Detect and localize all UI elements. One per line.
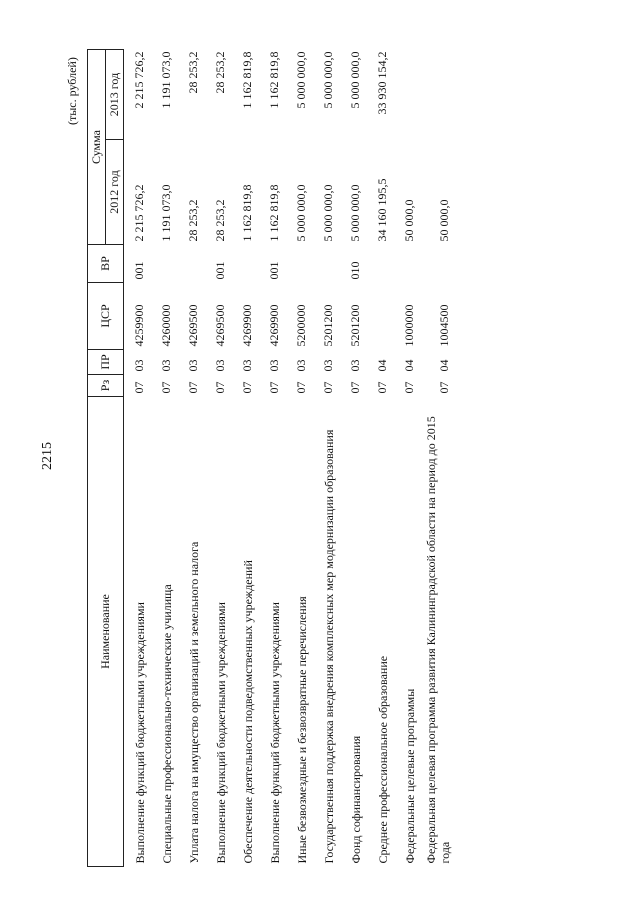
row-pr: 03 [294, 359, 308, 372]
row-name: Фонд софинансирования [349, 735, 363, 864]
row-rz: 07 [294, 381, 308, 394]
row-2013: 5 000 000,0 [321, 51, 335, 109]
row-2012: 1 162 819,8 [267, 184, 281, 242]
row-2013: 28 253,2 [213, 51, 227, 94]
row-2012: 50 000,0 [437, 199, 451, 242]
table-row [313, 49, 340, 866]
row-vr: 001 [213, 261, 227, 280]
row-rz: 07 [348, 381, 362, 394]
row-rz: 07 [186, 381, 200, 394]
row-csr: 4269500 [213, 304, 227, 347]
table-body [124, 49, 457, 866]
row-2012: 1 191 073,0 [159, 184, 173, 242]
row-pr: 04 [402, 359, 416, 372]
row-vr [286, 245, 313, 283]
row-csr: 4259900 [132, 304, 146, 347]
row-2013: 28 253,2 [186, 51, 200, 94]
row-pr: 04 [437, 359, 451, 372]
row-rz: 07 [267, 381, 281, 394]
header-sum: Сумма [88, 49, 106, 244]
row-2013: 2 215 726,2 [132, 51, 146, 109]
row-pr: 04 [375, 359, 389, 372]
row-vr [178, 245, 205, 283]
row-2012: 5 000 000,0 [294, 184, 308, 242]
header-vr: ВР [88, 245, 124, 283]
units-label: (тыс. рублей) [65, 57, 79, 125]
row-2012: 28 253,2 [213, 199, 227, 242]
row-rz: 07 [402, 381, 416, 394]
row-2012: 5 000 000,0 [348, 184, 362, 242]
header-2013: 2013 год [106, 49, 124, 139]
table-row [340, 49, 367, 866]
budget-table [87, 49, 456, 867]
row-name: Уплата налога на имущество организаций и земельного налога [187, 541, 201, 864]
row-vr [394, 245, 421, 283]
row-name: Федеральная целевая программа развития Калининградской области на период до 2015 года [424, 416, 452, 864]
row-csr: 5200000 [294, 304, 308, 347]
row-2013: 33 930 154,2 [375, 51, 389, 115]
row-2012: 50 000,0 [402, 199, 416, 242]
row-rz: 07 [159, 381, 173, 394]
row-2012: 28 253,2 [186, 199, 200, 242]
row-vr [421, 245, 456, 283]
row-pr: 03 [213, 359, 227, 372]
table-row [394, 49, 421, 866]
row-rz: 07 [240, 381, 254, 394]
row-2013: 5 000 000,0 [348, 51, 362, 109]
row-name: Федеральные целевые программы [403, 688, 417, 864]
row-name: Выполнение функций бюджетными учреждениями [268, 602, 282, 864]
row-pr: 03 [348, 359, 362, 372]
row-2013: 5 000 000,0 [294, 51, 308, 109]
row-csr: 5201200 [321, 304, 335, 347]
table-row [286, 49, 313, 866]
row-2013 [421, 49, 456, 139]
row-2013: 1 162 819,8 [267, 51, 281, 109]
row-name: Среднее профессиональное образование [376, 655, 390, 864]
header-pr: ПР [88, 350, 124, 375]
table-row [421, 49, 456, 866]
row-vr [313, 245, 340, 283]
table-row [367, 49, 394, 866]
table-row [259, 49, 286, 866]
row-vr: 010 [348, 261, 362, 280]
row-pr: 03 [159, 359, 173, 372]
table-row [205, 49, 232, 866]
row-2012: 1 162 819,8 [240, 184, 254, 242]
table-row [232, 49, 259, 866]
row-csr: 1004500 [437, 304, 451, 347]
page-number: 2215 [40, 442, 55, 470]
table-row [178, 49, 205, 866]
row-2012: 34 160 195,5 [375, 178, 389, 242]
header-2012: 2012 год [106, 140, 124, 245]
row-vr [367, 245, 394, 283]
row-2013: 1 191 073,0 [159, 51, 173, 109]
row-name: Специальные профессионально-технические училища [160, 584, 174, 864]
row-name: Выполнение функций бюджетными учреждениями [133, 602, 147, 864]
row-rz: 07 [321, 381, 335, 394]
row-2012: 2 215 726,2 [132, 184, 146, 242]
row-2012: 5 000 000,0 [321, 184, 335, 242]
row-2013 [394, 49, 421, 139]
row-pr: 03 [186, 359, 200, 372]
row-csr: 1000000 [402, 304, 416, 347]
row-rz: 07 [437, 381, 451, 394]
row-pr: 03 [132, 359, 146, 372]
row-vr [151, 245, 178, 283]
row-name: Выполнение функций бюджетными учреждениями [214, 602, 228, 864]
row-csr: 5201200 [348, 304, 362, 347]
header-rz: Рз [88, 375, 124, 397]
row-csr: 4269900 [240, 304, 254, 347]
row-name: Обеспечение деятельности подведомственных учреждений [241, 560, 255, 864]
row-csr [367, 283, 394, 350]
row-pr: 03 [321, 359, 335, 372]
header-name: Наименование [88, 397, 124, 867]
row-vr [232, 245, 259, 283]
row-name: Иные безвозмездные и безвозвратные перечисления [295, 596, 309, 864]
table-row [124, 49, 152, 866]
row-rz: 07 [375, 381, 389, 394]
row-csr: 4260000 [159, 304, 173, 347]
table-row [151, 49, 178, 866]
row-rz: 07 [213, 381, 227, 394]
row-rz: 07 [132, 381, 146, 394]
header-csr: ЦСР [88, 283, 124, 350]
row-2013: 1 162 819,8 [240, 51, 254, 109]
row-name: Государственная поддержка внедрения комплексных мер модернизации образования [322, 429, 336, 864]
row-pr: 03 [240, 359, 254, 372]
row-csr: 4269900 [267, 304, 281, 347]
row-vr: 001 [132, 261, 146, 280]
row-vr: 001 [267, 261, 281, 280]
row-pr: 03 [267, 359, 281, 372]
row-csr: 4269500 [186, 304, 200, 347]
